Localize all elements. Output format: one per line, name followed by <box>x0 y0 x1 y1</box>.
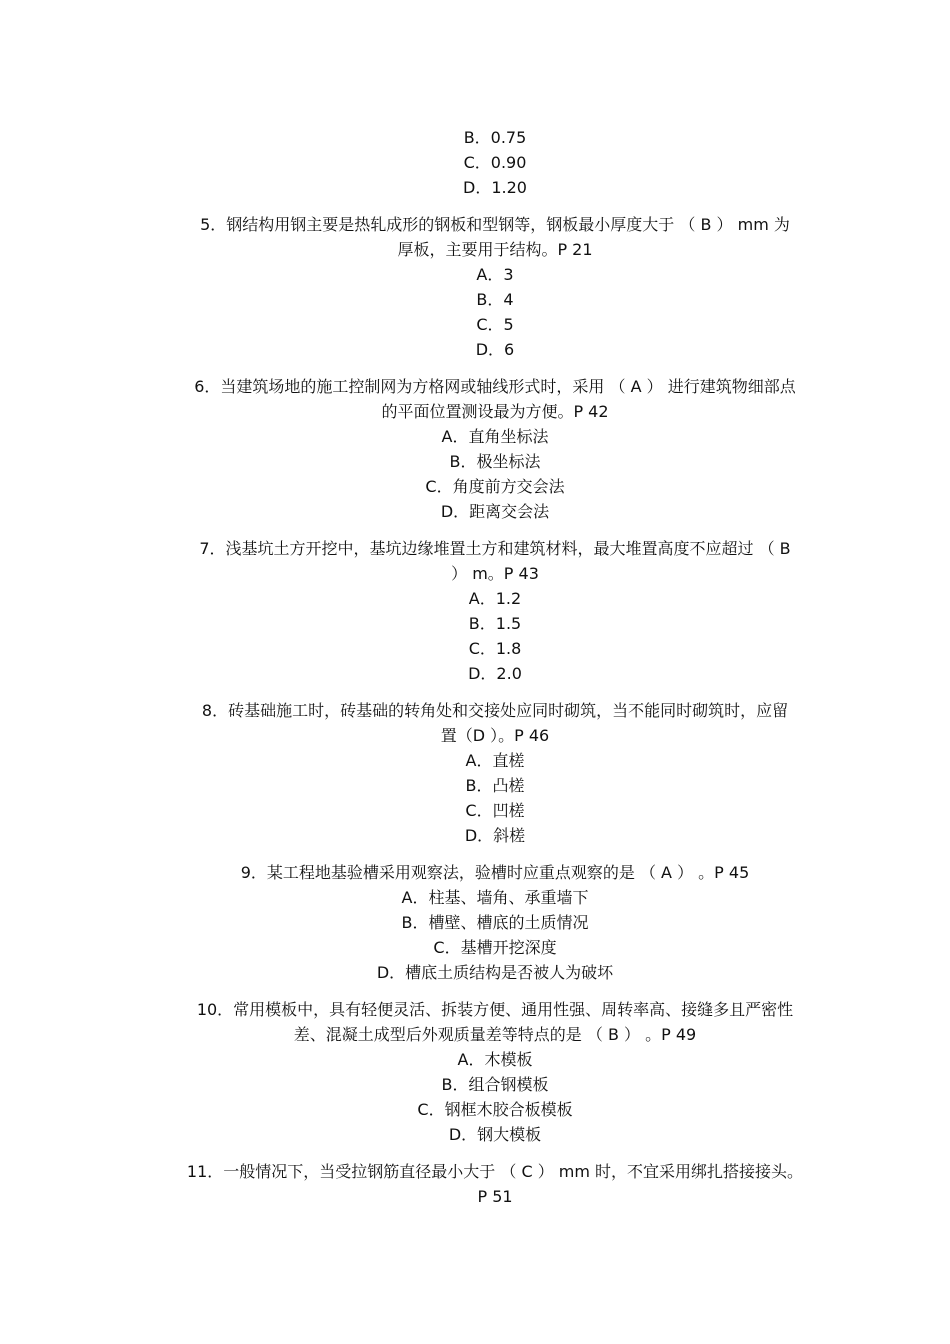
question-stem: 8．砖基础施工时，砖基础的转角处和交接处应同时砌筑，当不能同时砌筑时，应留 <box>201 701 789 720</box>
question-5 <box>175 212 815 362</box>
leading-options <box>175 125 815 200</box>
option-line: D．槽底土质结构是否被人为破坏 <box>376 963 614 982</box>
option-line: B．组合钢模板 <box>441 1075 549 1094</box>
option-line: B．1.5 <box>468 614 522 633</box>
option-line: B．凸槎 <box>465 776 525 795</box>
option-line: B．极坐标法 <box>449 452 541 471</box>
option-line: D．1.20 <box>463 178 527 197</box>
question-7 <box>175 536 815 686</box>
option-line: C．角度前方交会法 <box>425 477 565 496</box>
question-stem: 的平面位置测设最为方便。P 42 <box>381 402 609 421</box>
option-line: C．凹槎 <box>465 801 525 820</box>
question-stem: 9．某工程地基验槽采用观察法，验槽时应重点观察的是 （ A ） 。P 45 <box>240 863 750 882</box>
question-10 <box>175 997 815 1147</box>
option-line: A．直角坐标法 <box>441 427 549 446</box>
question-stem: 6．当建筑场地的施工控制网为方格网或轴线形式时，采用 （ A ） 进行建筑物细部点 <box>194 377 796 396</box>
question-stem: 置（D ）。P 46 <box>440 726 550 745</box>
question-9 <box>175 860 815 985</box>
option-line: D．6 <box>475 340 515 359</box>
option-line: C．钢框木胶合板模板 <box>417 1100 573 1119</box>
option-line: D．2.0 <box>468 664 522 683</box>
question-stem: 11．一般情况下，当受拉钢筋直径最小大于 （ C ） mm 时，不宜采用绑扎搭接接头。 <box>186 1162 804 1181</box>
question-stem: 10．常用模板中，具有轻便灵活、拆装方便、通用性强、周转率高、接缝多且严密性 <box>196 1000 794 1019</box>
option-line: D．距离交会法 <box>440 502 550 521</box>
question-stem: 7．浅基坑土方开挖中，基坑边缘堆置土方和建筑材料，最大堆置高度不应超过 （ B <box>199 539 791 558</box>
option-line: C．基槽开挖深度 <box>433 938 557 957</box>
question-11 <box>175 1159 815 1209</box>
question-stem: P 51 <box>477 1187 513 1206</box>
option-line: D．斜槎 <box>464 826 526 845</box>
option-line: A．柱基、墙角、承重墙下 <box>401 888 589 907</box>
option-line: C．0.90 <box>463 153 527 172</box>
option-line: A．1.2 <box>468 589 522 608</box>
exam-content <box>175 125 815 1209</box>
question-8 <box>175 698 815 848</box>
question-stem: 5．钢结构用钢主要是热轧成形的钢板和型钢等，钢板最小厚度大于 （ B ） mm 为 <box>200 215 790 234</box>
question-6 <box>175 374 815 524</box>
option-line: A．直槎 <box>465 751 525 770</box>
option-line: A．木模板 <box>457 1050 533 1069</box>
option-line: C．5 <box>476 315 514 334</box>
option-line: D．钢大模板 <box>448 1125 542 1144</box>
question-stem: 厚板，主要用于结构。P 21 <box>397 240 593 259</box>
question-stem: 差、混凝土成型后外观质量差等特点的是 （ B ） 。P 49 <box>293 1025 697 1044</box>
option-line: B．0.75 <box>463 128 527 147</box>
option-line: A．3 <box>476 265 514 284</box>
option-line: B．4 <box>476 290 514 309</box>
option-line: B．槽壁、槽底的土质情况 <box>401 913 589 932</box>
question-stem: ） m。P 43 <box>451 564 539 583</box>
option-line: C．1.8 <box>468 639 522 658</box>
